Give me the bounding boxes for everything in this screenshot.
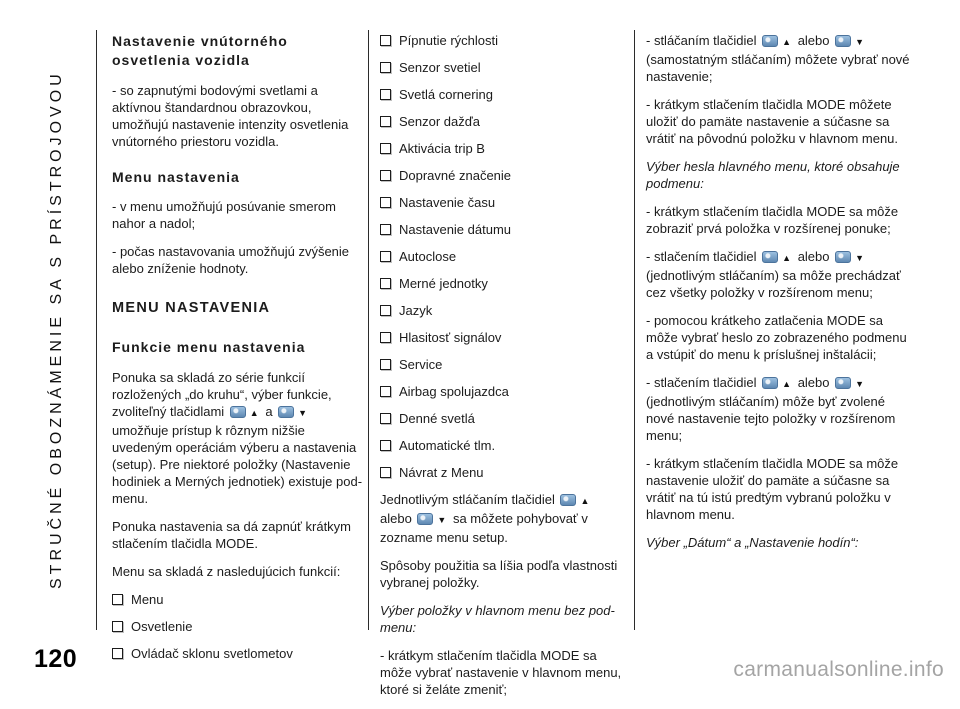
checkbox-bullet-icon (380, 440, 391, 451)
control-button-icon (835, 377, 851, 389)
arrow-down-icon: ▼ (855, 253, 865, 263)
text-segment: Jednotlivým stláčaním tlačidiel (380, 492, 559, 507)
paragraph: - krátkym stlačením tlačidla MODE sa môže zobraziť prvá položka v rozšírenej ponuke; (646, 204, 899, 236)
text-segment: - stláčaním tlačidiel (646, 33, 761, 48)
list-item (380, 140, 624, 157)
paragraph: - v menu umožňujú posúvanie smerom nahor a nadol; (112, 199, 336, 231)
control-button-icon (835, 35, 851, 47)
list-item-label: Denné svetlá (399, 411, 475, 426)
control-button-icon (835, 251, 851, 263)
list-item-label: Svetlá cornering (399, 87, 493, 102)
checkbox-bullet-icon (380, 197, 391, 208)
list-item-label: Hlasitosť signálov (399, 330, 502, 345)
checkbox-bullet-icon (380, 251, 391, 262)
text-segment: - stlačením tlačidiel (646, 375, 761, 390)
paragraph: Spôsoby použitia sa líšia podľa vlastnosti vybranej položky. (380, 558, 618, 590)
list-item (380, 167, 624, 184)
checkbox-bullet-icon (380, 224, 391, 235)
checkbox-bullet-icon (380, 143, 391, 154)
column-divider (368, 30, 369, 630)
list-item-label: Návrat z Menu (399, 465, 484, 480)
section-heading: Nastavenie vnútorného osvetlenia vozidla (112, 33, 288, 68)
checkbox-bullet-icon (380, 116, 391, 127)
arrow-up-icon: ▲ (249, 408, 259, 418)
list-item-label: Airbag spolujazdca (399, 384, 509, 399)
checkbox-bullet-icon (380, 332, 391, 343)
checkbox-bullet-icon (380, 89, 391, 100)
checkbox-bullet-icon (380, 359, 391, 370)
checkbox-bullet-icon (380, 305, 391, 316)
paragraph-italic: Výber „Dátum“ a „Nastavenie hodín“: (646, 535, 859, 550)
paragraph (646, 32, 914, 85)
checkbox-bullet-icon (380, 413, 391, 424)
arrow-up-icon: ▲ (782, 253, 792, 263)
list-item (380, 464, 624, 481)
arrow-down-icon: ▼ (437, 515, 447, 525)
list-item (380, 356, 624, 373)
column-2 (380, 32, 624, 709)
checkbox-bullet-icon (112, 594, 123, 605)
list-item-label: Osvetlenie (131, 619, 193, 634)
text-segment: alebo (794, 249, 834, 264)
list-item (380, 113, 624, 130)
list-item (112, 618, 364, 635)
list-item-label: Dopravné značenie (399, 168, 512, 183)
text-segment: a (261, 404, 277, 419)
page-number: 120 (34, 645, 78, 673)
list-item-label: Nastavenie času (399, 195, 496, 210)
text-segment: alebo (794, 33, 834, 48)
arrow-down-icon: ▼ (298, 408, 308, 418)
list-item (380, 383, 624, 400)
text-segment: (samostatným stláčaním) môžete vybrať nové nastavenie; (646, 52, 910, 84)
paragraph: - krátkym stlačením tlačidla MODE môžete uložiť do pamäte nastavenie a súčasne sa vrátiť na pôvodnú položku v hlavnom menu. (646, 97, 899, 146)
list-item (380, 86, 624, 103)
column-1 (112, 32, 364, 672)
list-item-label: Merné jednotky (399, 276, 488, 291)
text-segment: Ponuka sa skladá zo série funkcií rozložených „do kruhu“, výber funkcie, zvoliteľný tlačidlami (112, 370, 332, 419)
checkbox-bullet-icon (380, 278, 391, 289)
list-item (380, 221, 624, 238)
control-button-icon (762, 251, 778, 263)
checkbox-bullet-icon (380, 467, 391, 478)
list-item-label: Jazyk (399, 303, 433, 318)
control-button-icon (762, 377, 778, 389)
list-item-label: Autoclose (399, 249, 457, 264)
paragraph: - počas nastavovania umožňujú zvýšenie alebo zníženie hodnoty. (112, 244, 350, 276)
checkbox-bullet-icon (380, 170, 391, 181)
list-item-label: Ovládač sklonu svetlometov (131, 646, 293, 661)
arrow-down-icon: ▼ (855, 379, 865, 389)
list-item (380, 302, 624, 319)
list-item-label: Menu (131, 592, 164, 607)
control-button-icon (417, 513, 433, 525)
control-button-icon (230, 406, 246, 418)
paragraph: Menu sa skladá z nasledujúcich funkcií: (112, 564, 341, 579)
text-segment: (jednotlivým stláčaním) môže byť zvolené nové nastavenie tejto položky v rozšírenom menu; (646, 394, 896, 443)
paragraph: - krátkym stlačením tlačidla MODE sa môže vybrať nastavenie v hlavnom menu, ktoré si želáte zmeniť; (380, 648, 622, 697)
paragraph (380, 491, 624, 546)
arrow-up-icon: ▲ (580, 496, 590, 506)
checkbox-bullet-icon (380, 62, 391, 73)
paragraph-italic: Výber hesla hlavného menu, ktoré obsahuje podmenu: (646, 159, 900, 191)
list-item (380, 32, 624, 49)
checkbox-bullet-icon (112, 621, 123, 632)
arrow-up-icon: ▲ (782, 379, 792, 389)
text-segment: umožňuje prístup k rôznym nižšie uvedeným operáciám výberu a nastavenia (setup). Pre niektoré položky (Nastavenie hodiniek a Merných jednotiek) existuje pod-menu. (112, 423, 363, 506)
text-segment: sa môžete pohybovať v zozname menu setup. (380, 511, 588, 545)
list-item (380, 59, 624, 76)
section-heading: Funkcie menu nastavenia (112, 339, 306, 355)
watermark: carmanualsonline.info (733, 658, 944, 681)
list-item (112, 591, 364, 608)
control-button-icon (560, 494, 576, 506)
column-3 (646, 32, 914, 562)
column-divider (634, 30, 635, 630)
paragraph (112, 369, 364, 507)
list-item-label: Service (399, 357, 443, 372)
list-item-label: Pípnutie rýchlosti (399, 33, 498, 48)
text-segment: - stlačením tlačidiel (646, 249, 761, 264)
list-item-label: Automatické tlm. (399, 438, 496, 453)
list-item-label: Nastavenie dátumu (399, 222, 512, 237)
chapter-heading: MENU NASTAVENIA (112, 300, 271, 316)
paragraph: Ponuka nastavenia sa dá zapnúť krátkym stlačením tlačidla MODE. (112, 519, 352, 551)
control-button-icon (762, 35, 778, 47)
control-button-icon (278, 406, 294, 418)
paragraph: - pomocou krátkeho zatlačenia MODE sa môže vybrať heslo zo zobrazeného podmenu a vstúpiť do menu k príslušnej inštalácii; (646, 313, 907, 362)
list-item-label: Senzor dažďa (399, 114, 480, 129)
list-item (112, 645, 364, 662)
paragraph-italic: Výber položky v hlavnom menu bez pod-menu: (380, 603, 615, 635)
arrow-down-icon: ▼ (855, 37, 865, 47)
list-item (380, 329, 624, 346)
chapter-sidebar-label: STRUČNÉ OBOZNÁMENIE SA S PRÍSTROJOVOU (48, 70, 65, 590)
arrow-up-icon: ▲ (782, 37, 792, 47)
paragraph: - so zapnutými bodovými svetlami a aktívnou štandardnou obrazovkou, umožňujú nastavenie intenzity osvetlenia vnútorného priestoru vozidla. (112, 83, 349, 149)
list-item (380, 410, 624, 427)
checkbox-bullet-icon (380, 386, 391, 397)
section-heading: Menu nastavenia (112, 169, 240, 185)
text-segment: alebo (794, 375, 834, 390)
paragraph (646, 248, 914, 301)
sidebar-divider (96, 30, 97, 630)
list-item (380, 194, 624, 211)
list-item (380, 437, 624, 454)
checkbox-bullet-icon (380, 35, 391, 46)
list-item (380, 248, 624, 265)
list-item-label: Senzor svetiel (399, 60, 481, 75)
text-segment: (jednotlivým stláčaním) sa môže prechádzať cez všetky položky v rozšírenom menu; (646, 268, 901, 300)
paragraph: - krátkym stlačením tlačidla MODE sa môže nastavenie uložiť do pamäte a súčasne sa vrátiť na tú istú predtým vybranú položku v hlavnom menu. (646, 456, 899, 522)
text-segment: alebo (380, 511, 416, 526)
list-item-label: Aktivácia trip B (399, 141, 485, 156)
list-item (380, 275, 624, 292)
paragraph (646, 374, 914, 444)
checkbox-bullet-icon (112, 648, 123, 659)
